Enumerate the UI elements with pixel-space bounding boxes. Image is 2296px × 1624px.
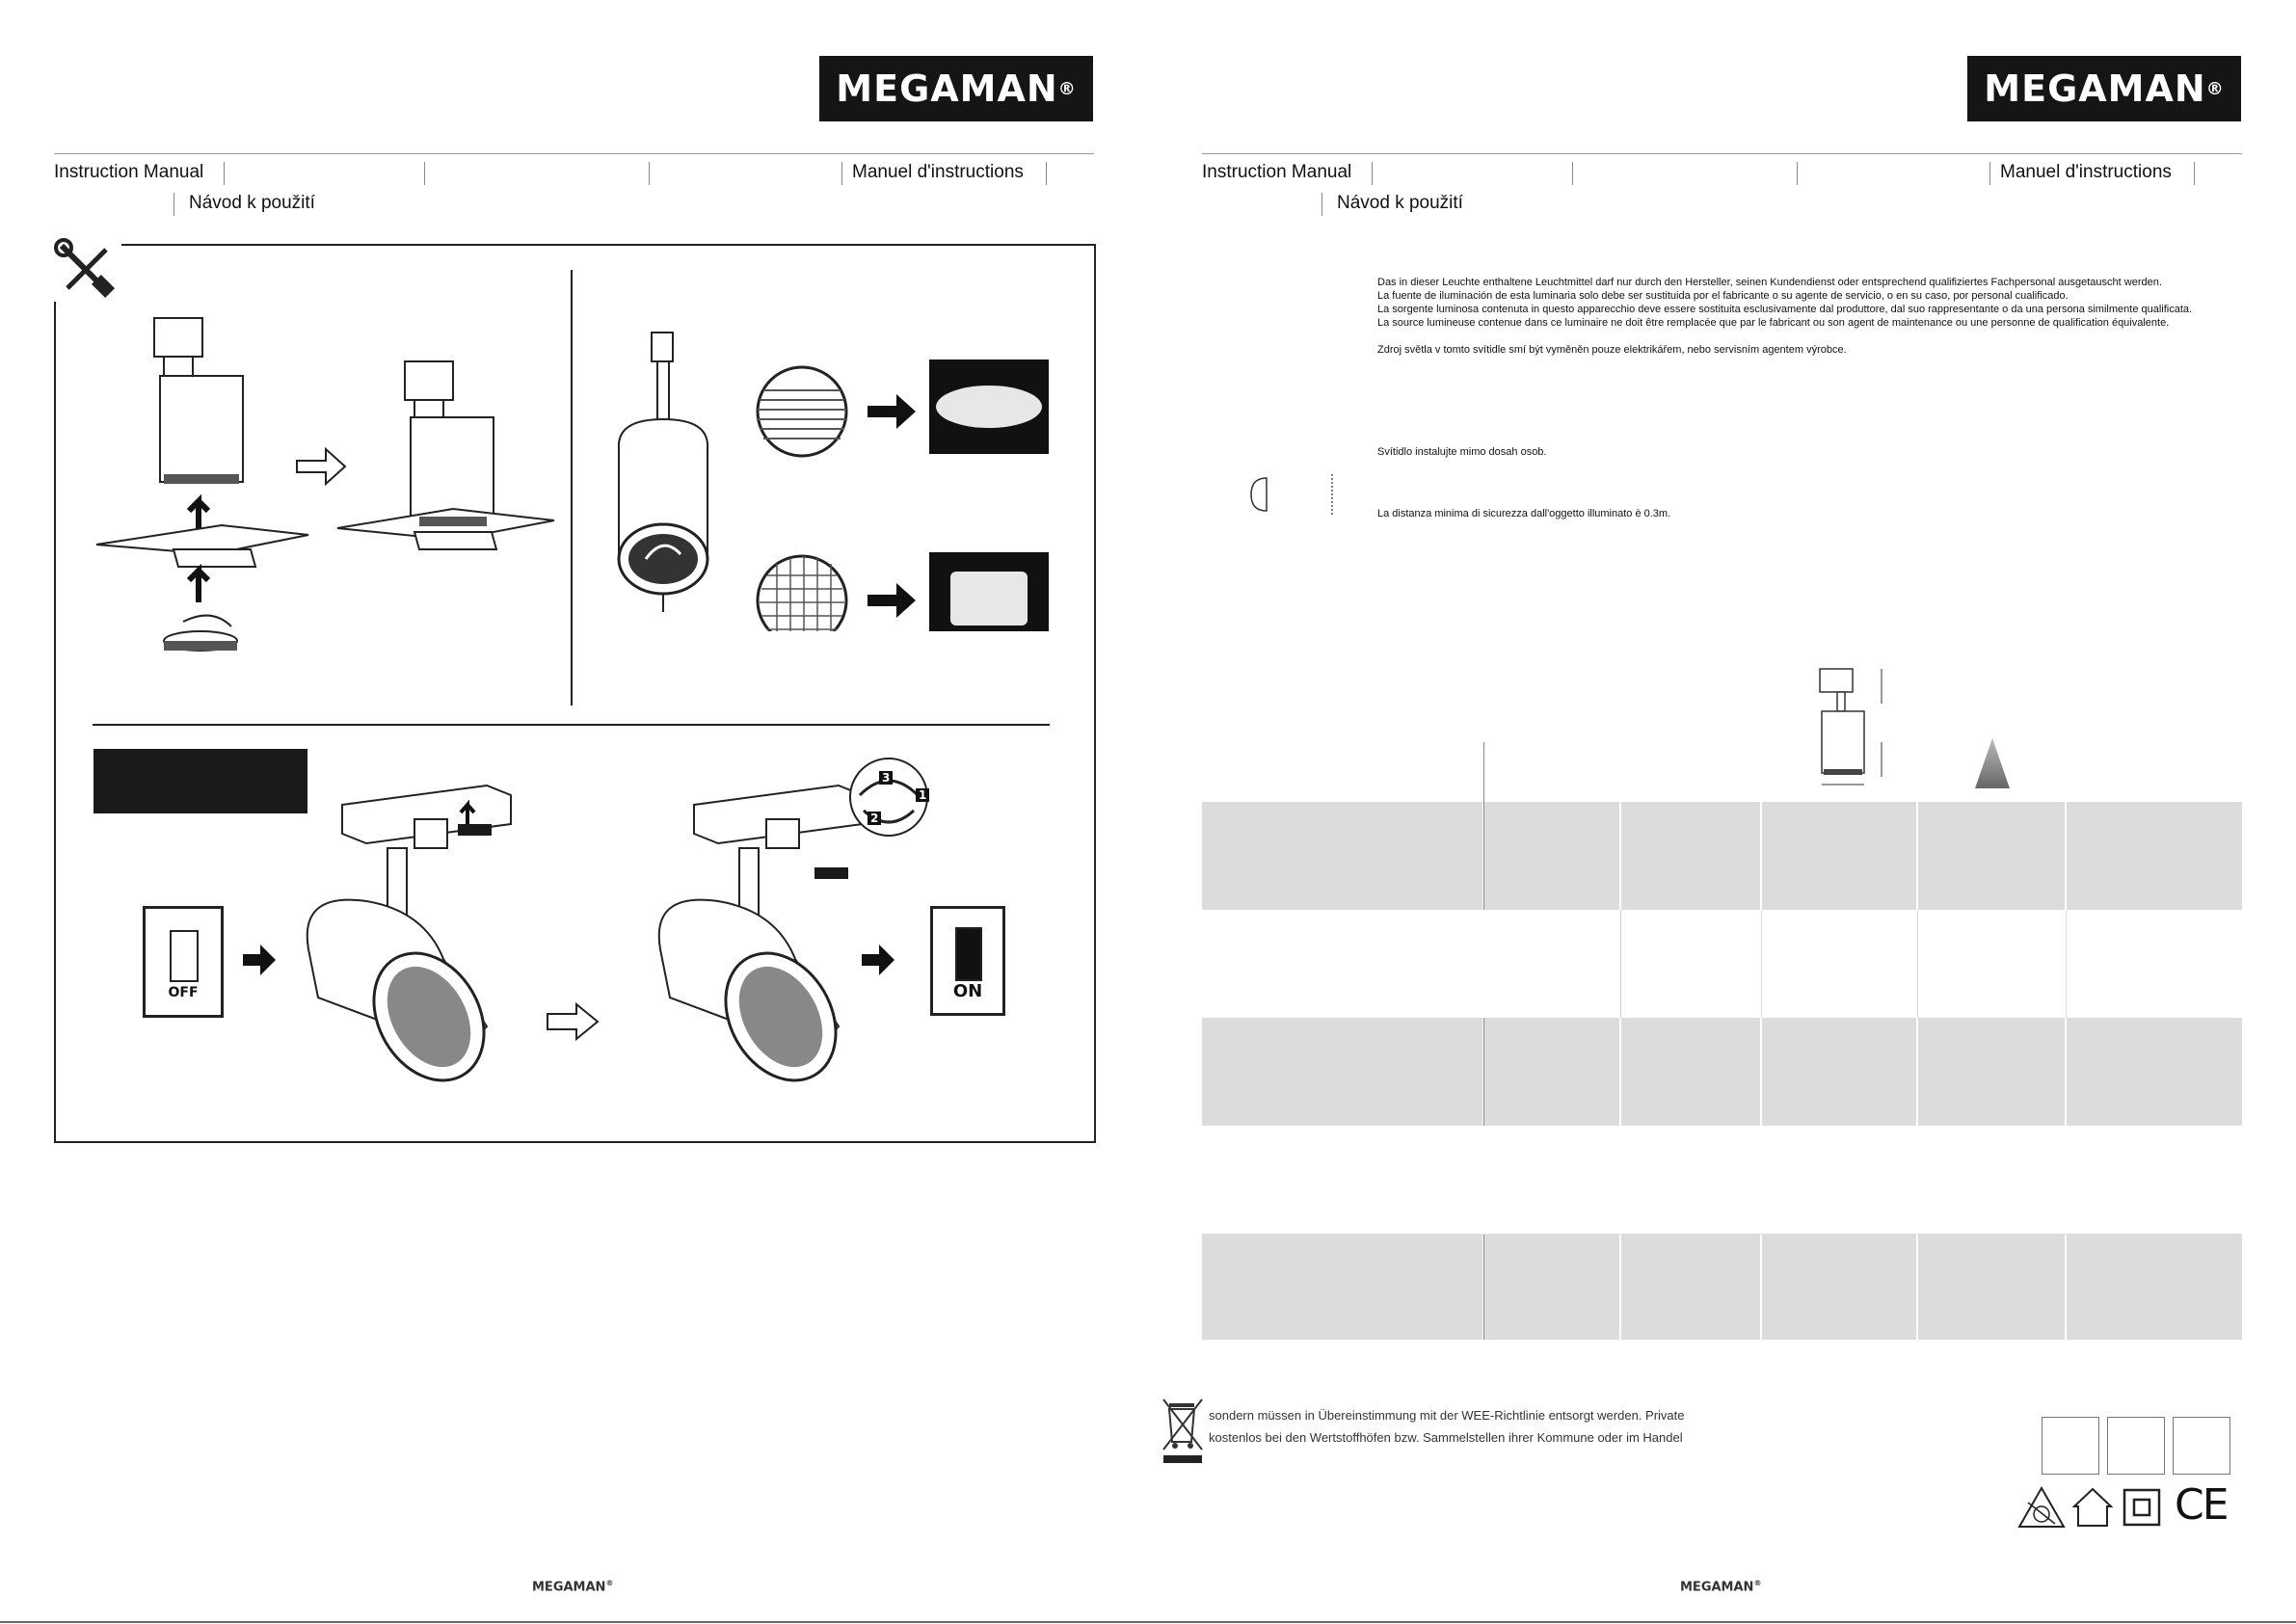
certification-box bbox=[2107, 1417, 2165, 1475]
switch-rocker bbox=[955, 927, 982, 981]
table-row bbox=[1202, 910, 2242, 1018]
table-cell bbox=[1762, 802, 1916, 910]
header-instruction-manual-left: Instruction Manual bbox=[54, 162, 204, 182]
table-row bbox=[1202, 1126, 2242, 1235]
table-cell bbox=[2067, 1234, 2242, 1340]
table-cell-divider bbox=[1917, 910, 1918, 1018]
header-separator bbox=[2194, 162, 2195, 185]
registered-mark: ® bbox=[605, 1579, 614, 1587]
header-separator bbox=[1372, 162, 1373, 185]
table-cell bbox=[1918, 1018, 2065, 1126]
arrow-right-icon bbox=[243, 945, 276, 975]
table-cell bbox=[1484, 802, 1619, 910]
ce-mark-icon: CE bbox=[2175, 1480, 2228, 1530]
header-instruction-manual-right: Instruction Manual bbox=[1202, 162, 1352, 182]
track-spotlight-locked bbox=[636, 757, 945, 1104]
header-separator bbox=[224, 162, 225, 185]
rotation-step-1: 1 bbox=[916, 788, 929, 802]
dimension-drawing bbox=[1812, 665, 1889, 792]
header-rule-right bbox=[1202, 153, 2242, 154]
header-separator bbox=[649, 162, 650, 185]
brand-logo-left bbox=[819, 56, 1093, 121]
rotation-step-2: 2 bbox=[868, 812, 881, 825]
header-navod-left: Návod k použití bbox=[189, 193, 315, 213]
class-ii-icon bbox=[2122, 1488, 2161, 1527]
accessory-mounting-diagram bbox=[87, 308, 569, 665]
brand-logo-right bbox=[1967, 56, 2241, 121]
registered-mark: ® bbox=[2205, 78, 2225, 99]
header-separator bbox=[1572, 162, 1573, 185]
table-row bbox=[1202, 802, 1482, 910]
weee-text-line1: sondern müssen in Übereinstimmung mit der WEE-Richtlinie entsorgt werden. Private bbox=[1209, 1408, 1685, 1423]
table-cell-divider bbox=[1620, 910, 1621, 1018]
switch-off-label: OFF bbox=[168, 985, 199, 1000]
certification-box bbox=[2042, 1417, 2099, 1475]
header-separator bbox=[424, 162, 425, 185]
table-cell-divider bbox=[1761, 910, 1762, 1018]
table-cell bbox=[1918, 1234, 2065, 1340]
header-navod-right: Návod k použití bbox=[1337, 193, 1463, 213]
weee-bin-icon bbox=[1160, 1396, 1206, 1465]
footer-logo-text: MEGAMAN bbox=[1680, 1580, 1754, 1595]
footer-logo-right bbox=[1680, 1579, 1761, 1594]
switch-on-label: ON bbox=[952, 981, 983, 1001]
page-bottom-rule bbox=[0, 1621, 2296, 1623]
replacement-notice-it: La sorgente luminosa contenuta in questo apparecchio deve essere sostituita esclusivamente dal produttore, dal suo rappresentante o da una persona similmente qualificata. bbox=[1377, 304, 2193, 315]
rotation-step-3: 3 bbox=[879, 771, 893, 785]
brand-logo-text: MEGAMAN bbox=[836, 67, 1058, 110]
illustration-divider-vertical bbox=[571, 270, 573, 706]
beam-lens-diagram bbox=[598, 323, 1060, 631]
replacement-notice-fr: La source lumineuse contenue dans ce luminaire ne doit être remplacée que par le fabricant ou son agent de maintenance ou une personne de qualification équivalente. bbox=[1377, 317, 2170, 329]
table-cell bbox=[2067, 802, 2242, 910]
registered-mark: ® bbox=[1057, 78, 1077, 99]
table-cell bbox=[1621, 1018, 1760, 1126]
indoor-use-icon bbox=[2070, 1485, 2115, 1530]
table-row bbox=[1202, 1234, 1482, 1340]
track-spotlight-before bbox=[289, 766, 521, 1104]
table-cell bbox=[1621, 802, 1760, 910]
install-notice-cz: Svítidlo instalujte mimo dosah osob. bbox=[1377, 446, 1547, 458]
table-cell bbox=[1762, 1234, 1916, 1340]
illustration-divider-horizontal bbox=[93, 724, 1050, 726]
table-cell bbox=[1621, 1234, 1760, 1340]
header-separator bbox=[1989, 162, 1990, 185]
table-cell-divider bbox=[2066, 910, 2067, 1018]
brand-logo-text: MEGAMAN bbox=[1984, 67, 2206, 110]
beam-angle-icon bbox=[1973, 736, 2012, 790]
distance-notice-it: La distanza minima di sicurezza dall'oggetto illuminato è 0.3m. bbox=[1377, 508, 1671, 519]
replacement-notice-cz: Zdroj světla v tomto svítidle smí být vyměněn pouze elektrikářem, nebo servisním agentem výrobce. bbox=[1377, 344, 1847, 356]
distance-symbol-icon bbox=[1249, 472, 1336, 517]
header-rule-left bbox=[54, 153, 1094, 154]
footer-logo-left bbox=[532, 1579, 613, 1594]
header-separator bbox=[841, 162, 842, 185]
certification-box bbox=[2173, 1417, 2230, 1475]
table-row bbox=[1202, 1018, 1482, 1126]
header-separator bbox=[1797, 162, 1798, 185]
switch-rocker bbox=[170, 930, 199, 982]
header-separator bbox=[1046, 162, 1047, 185]
footer-logo-text: MEGAMAN bbox=[532, 1580, 606, 1595]
registered-mark: ® bbox=[1753, 1579, 1762, 1587]
not-covered-insulation-icon bbox=[2016, 1485, 2067, 1530]
header-manuel-left: Manuel d'instructions bbox=[852, 162, 1024, 182]
tools-icon bbox=[54, 238, 121, 302]
table-cell bbox=[1762, 1018, 1916, 1126]
table-cell bbox=[2067, 1018, 2242, 1126]
table-cell bbox=[1918, 802, 2065, 910]
arrow-right-icon bbox=[862, 945, 894, 975]
replacement-notice-es: La fuente de iluminación de esta luminaria solo debe ser sustituida por el fabricante o su agente de servicio, o en su caso, por personal cualificado. bbox=[1377, 290, 2069, 302]
caution-label-box bbox=[93, 749, 307, 813]
header-manuel-right: Manuel d'instructions bbox=[2000, 162, 2172, 182]
open-arrow-right-icon bbox=[546, 1002, 600, 1041]
table-cell bbox=[1484, 1234, 1619, 1340]
replacement-notice-de: Das in dieser Leuchte enthaltene Leuchtmittel darf nur durch den Hersteller, seinen Kundendienst oder entsprechend qualifiziertes Fachpersonal ausgetauscht werden. bbox=[1377, 277, 2162, 288]
table-cell bbox=[1484, 1018, 1619, 1126]
weee-text-line2: kostenlos bei den Wertstoffhöfen bzw. Sammelstellen ihrer Kommune oder im Handel bbox=[1209, 1430, 1683, 1445]
